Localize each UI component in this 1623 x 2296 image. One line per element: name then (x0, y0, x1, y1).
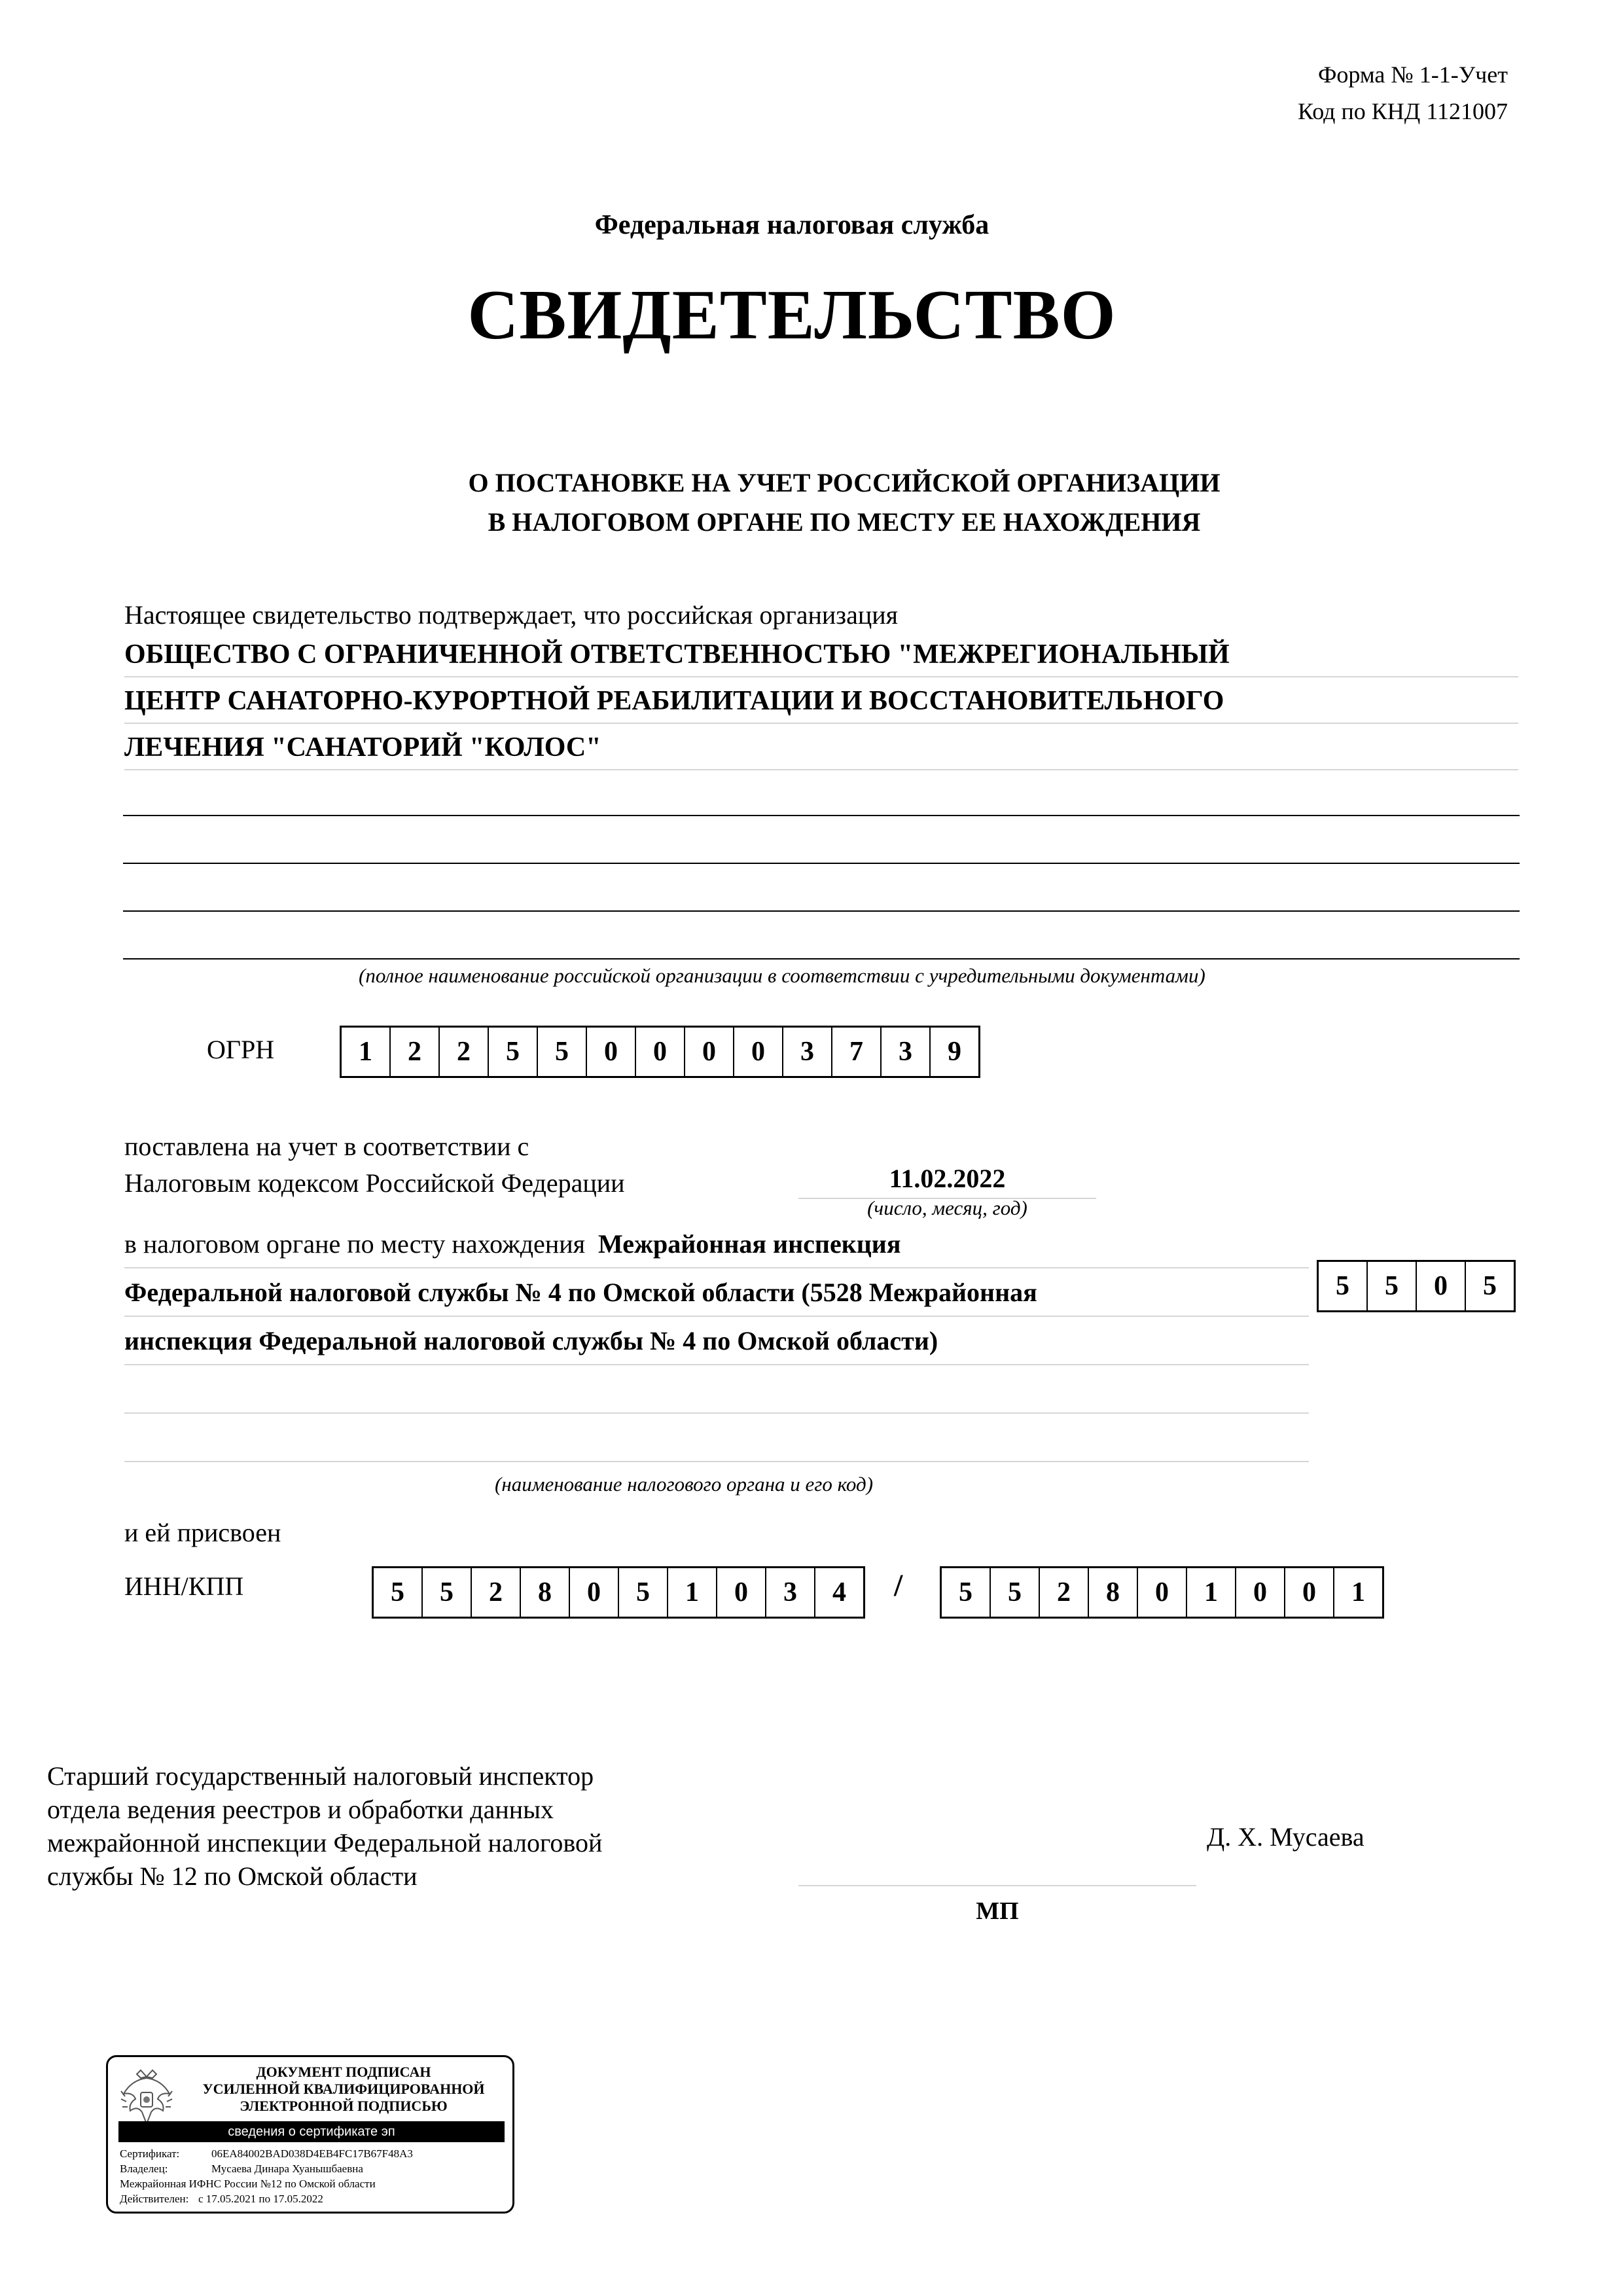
form-identifier (1298, 56, 1508, 130)
kpp-digit: 8 (1088, 1568, 1137, 1617)
form-number: Форма № 1-1-Учет (1317, 62, 1508, 88)
signer-position-line: отдела ведения реестров и обработки данных (47, 1795, 554, 1824)
signature-heading-line: ЭЛЕКТРОННОЙ ПОДПИСЬЮ (240, 2098, 448, 2114)
ogrn-digit: 5 (537, 1028, 586, 1076)
signer-position-line: службы № 12 по Омской области (47, 1861, 418, 1891)
kpp-boxes (940, 1566, 1384, 1619)
tax-authority-line-1 (124, 1221, 1309, 1268)
knd-code: Код по КНД 1121007 (1298, 98, 1508, 124)
ogrn-digit: 0 (684, 1028, 733, 1076)
tax-authority-code-digit: 0 (1416, 1262, 1465, 1310)
ogrn-digit: 1 (359, 1037, 372, 1067)
signer-position-line: межрайонной инспекции Федеральной налоговой (47, 1828, 603, 1857)
tax-authority-name-start: Межрайонная инспекция (598, 1229, 901, 1259)
ogrn-digit: 0 (635, 1028, 684, 1076)
owner-value: Мусаева Динара Хуанышбаевна (211, 2162, 363, 2175)
signer-name: Д. Х. Мусаева (1207, 1822, 1364, 1852)
signature-line (798, 1885, 1196, 1886)
tax-authority-caption: (наименование налогового органа и его код) (495, 1473, 874, 1496)
signature-heading-line: ДОКУМЕНТ ПОДПИСАН (256, 2064, 431, 2080)
ogrn-digit: 0 (586, 1028, 635, 1076)
inn-digit: 5 (618, 1568, 667, 1617)
tax-authority-code-digit: 5 (1366, 1262, 1416, 1310)
inn-kpp-separator: / (894, 1568, 903, 1603)
certificate-info-bar: сведения о сертификате эп (118, 2121, 505, 2142)
ogrn-digit: 9 (929, 1028, 978, 1076)
stamp-label: МП (976, 1897, 1019, 1925)
ogrn-label: ОГРН (207, 1035, 275, 1064)
kpp-digit: 1 (1186, 1568, 1235, 1617)
issuer-row (120, 2176, 413, 2191)
blank-line (124, 1415, 1309, 1462)
tax-authority-code-digit: 5 (1465, 1262, 1514, 1310)
registration-line-2: Налоговым кодексом Российской Федерации (124, 1168, 625, 1198)
organization-name-line-3: ЛЕЧЕНИЯ "САНАТОРИЙ "КОЛОС" (124, 726, 1518, 770)
owner-label: Владелец: (120, 2162, 168, 2175)
blank-line (123, 958, 1520, 960)
inn-digit: 5 (421, 1568, 471, 1617)
registration-line-1: поставлена на учет в соответствии с (124, 1132, 529, 1161)
inn-digit: 1 (667, 1568, 716, 1617)
kpp-digit: 0 (1137, 1568, 1186, 1617)
blank-line (123, 863, 1520, 864)
agency-name: Федеральная налоговая служба (594, 210, 990, 240)
document-subtitle (0, 463, 1623, 542)
certificate-details (120, 2146, 413, 2206)
certificate-row (120, 2146, 413, 2161)
certificate-value: 06EA84002BAD038D4EB4FC17B67F48A3 (211, 2147, 413, 2160)
ogrn-digit: 3 (782, 1028, 831, 1076)
intro-text: Настоящее свидетельство подтверждает, что российская организация (124, 600, 899, 630)
kpp-digit: 5 (990, 1568, 1039, 1617)
inn-digit: 0 (716, 1568, 765, 1617)
ogrn-digit: 2 (438, 1028, 488, 1076)
signer-position-line: Старший государственный налоговый инспектор (47, 1761, 594, 1791)
tax-authority-line-3: инспекция Федеральной налоговой службы № 4 по Омской области) (124, 1318, 1309, 1365)
blank-line (123, 815, 1520, 816)
assigned-label: и ей присвоен (124, 1518, 281, 1547)
organization-caption: (полное наименование российской организации в соответствии с учредительными документами) (359, 964, 1205, 987)
kpp-digit: 2 (1039, 1568, 1088, 1617)
ogrn-digit: 0 (733, 1028, 782, 1076)
inn-digit: 3 (765, 1568, 814, 1617)
inn-digit: 8 (520, 1568, 569, 1617)
blank-line (124, 1367, 1309, 1414)
date-caption: (число, месяц, год) (867, 1196, 1027, 1219)
tax-authority-code-digit: 5 (1336, 1271, 1349, 1301)
tax-authority-code-boxes (1317, 1260, 1516, 1312)
inn-digit: 4 (814, 1568, 863, 1617)
document-title: СВИДЕТЕЛЬСТВО (467, 276, 1116, 354)
ogrn-digit: 2 (389, 1028, 438, 1076)
validity-row (120, 2191, 413, 2206)
ogrn-digit: 7 (831, 1028, 880, 1076)
organization-name-line-1: ОБЩЕСТВО С ОГРАНИЧЕННОЙ ОТВЕТСТВЕННОСТЬЮ "МЕЖРЕГИОНАЛЬНЫЙ (124, 633, 1518, 677)
signature-heading (180, 2064, 507, 2115)
blank-line (123, 910, 1520, 912)
russian-coat-of-arms-icon (117, 2065, 176, 2130)
issuer-value: Межрайонная ИФНС России №12 по Омской области (120, 2178, 376, 2190)
kpp-digit: 0 (1284, 1568, 1333, 1617)
organization-name-line-2: ЦЕНТР САНАТОРНО-КУРОРТНОЙ РЕАБИЛИТАЦИИ И ВОССТАНОВИТЕЛЬНОГО (124, 679, 1518, 724)
inn-digit: 2 (471, 1568, 520, 1617)
ogrn-digit: 5 (488, 1028, 537, 1076)
signature-heading-line: УСИЛЕННОЙ КВАЛИФИЦИРОВАННОЙ (202, 2081, 485, 2097)
validity-value: с 17.05.2021 по 17.05.2022 (198, 2193, 323, 2205)
inn-boxes (372, 1566, 865, 1619)
inn-digit: 0 (569, 1568, 618, 1617)
tax-authority-line-2: Федеральной налоговой службы № 4 по Омской области (5528 Межрайонная (124, 1270, 1309, 1317)
tax-authority-prefix: в налоговом органе по месту нахождения (124, 1229, 586, 1259)
subtitle-line-1: О ПОСТАНОВКЕ НА УЧЕТ РОССИЙСКОЙ ОРГАНИЗАЦИИ (468, 468, 1221, 497)
registration-date: 11.02.2022 (798, 1163, 1096, 1199)
inn-digit: 5 (391, 1577, 404, 1607)
certificate-label: Сертификат: (120, 2147, 180, 2160)
kpp-digit: 5 (959, 1577, 972, 1607)
kpp-digit: 0 (1235, 1568, 1284, 1617)
owner-row (120, 2161, 413, 2176)
ogrn-boxes (340, 1026, 980, 1078)
signer-position (47, 1759, 602, 1893)
electronic-signature-stamp (106, 2055, 514, 2214)
subtitle-line-2: В НАЛОГОВОМ ОРГАНЕ ПО МЕСТУ ЕЕ НАХОЖДЕНИЯ (488, 507, 1201, 537)
kpp-digit: 1 (1333, 1568, 1382, 1617)
validity-label: Действителен: (120, 2193, 189, 2205)
ogrn-digit: 3 (880, 1028, 929, 1076)
inn-kpp-label: ИНН/КПП (124, 1571, 244, 1601)
